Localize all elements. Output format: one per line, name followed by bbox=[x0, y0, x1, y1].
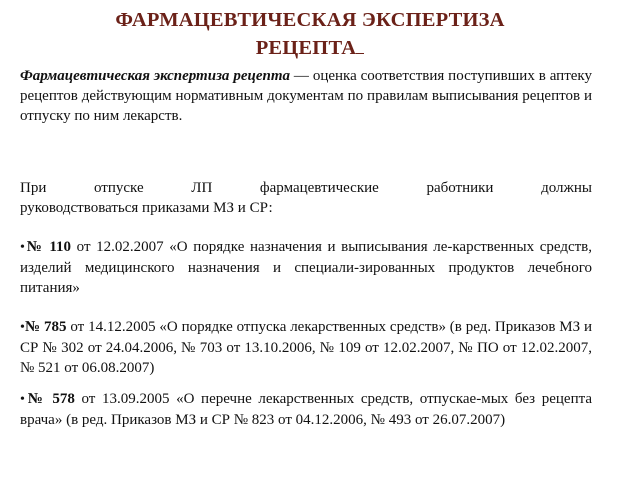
order-text: от 12.02.2007 «О порядке назначения и выписывания ле-карственных средств, изделий медицинского назначения и специали-зированных продуктов лечебного питания» bbox=[20, 239, 593, 296]
bullet-icon: • bbox=[20, 320, 25, 335]
intro-line-2: руководствоваться приказами МЗ и СР: bbox=[20, 200, 273, 216]
title-line-2-text: РЕЦЕПТА bbox=[255, 37, 357, 59]
order-number: № 785 bbox=[24, 319, 67, 335]
order-number: № 578 bbox=[24, 391, 75, 407]
slide-title bbox=[30, 8, 590, 61]
intro-paragraph bbox=[20, 178, 592, 218]
definition-term: Фармацевтическая экспертиза рецепта bbox=[20, 68, 290, 84]
order-text: от 13.09.2005 «О перечне лекарственных средств, отпускае-мых без рецепта врача» (в ред. Приказов МЗ и СР № 823 от 04.12.2006, № 493 от 26.07.2007) bbox=[20, 391, 592, 428]
intro-line-1: При отпуске ЛП фармацевтические работники должны bbox=[20, 180, 592, 196]
definition-text: — оценка соответствия поступивших в аптеку рецептов действующим нормативным документам по правилам выписывания рецептов и отпуску по ним лекарств. bbox=[20, 68, 592, 124]
order-item-578 bbox=[20, 389, 592, 430]
order-number: № 110 bbox=[24, 239, 72, 255]
definition-paragraph bbox=[20, 66, 592, 126]
title-line-2 bbox=[30, 33, 590, 61]
order-item-785 bbox=[20, 317, 592, 378]
order-item-110 bbox=[20, 237, 592, 298]
title-underline bbox=[356, 33, 364, 54]
title-line-1: ФАРМАЦЕВТИЧЕСКАЯ ЭКСПЕРТИЗА bbox=[115, 9, 505, 31]
order-text: от 14.12.2005 «О порядке отпуска лекарственных средств» (в ред. Приказов МЗ и СР № 302 от 24.04.2006, № 703 от 13.10.2006, № 109 от 12.02.2007, № ПО от 12.02.2007, № 521 от 06.08.2007) bbox=[20, 319, 592, 376]
bullet-icon: • bbox=[20, 240, 25, 255]
bullet-icon: • bbox=[20, 392, 25, 407]
